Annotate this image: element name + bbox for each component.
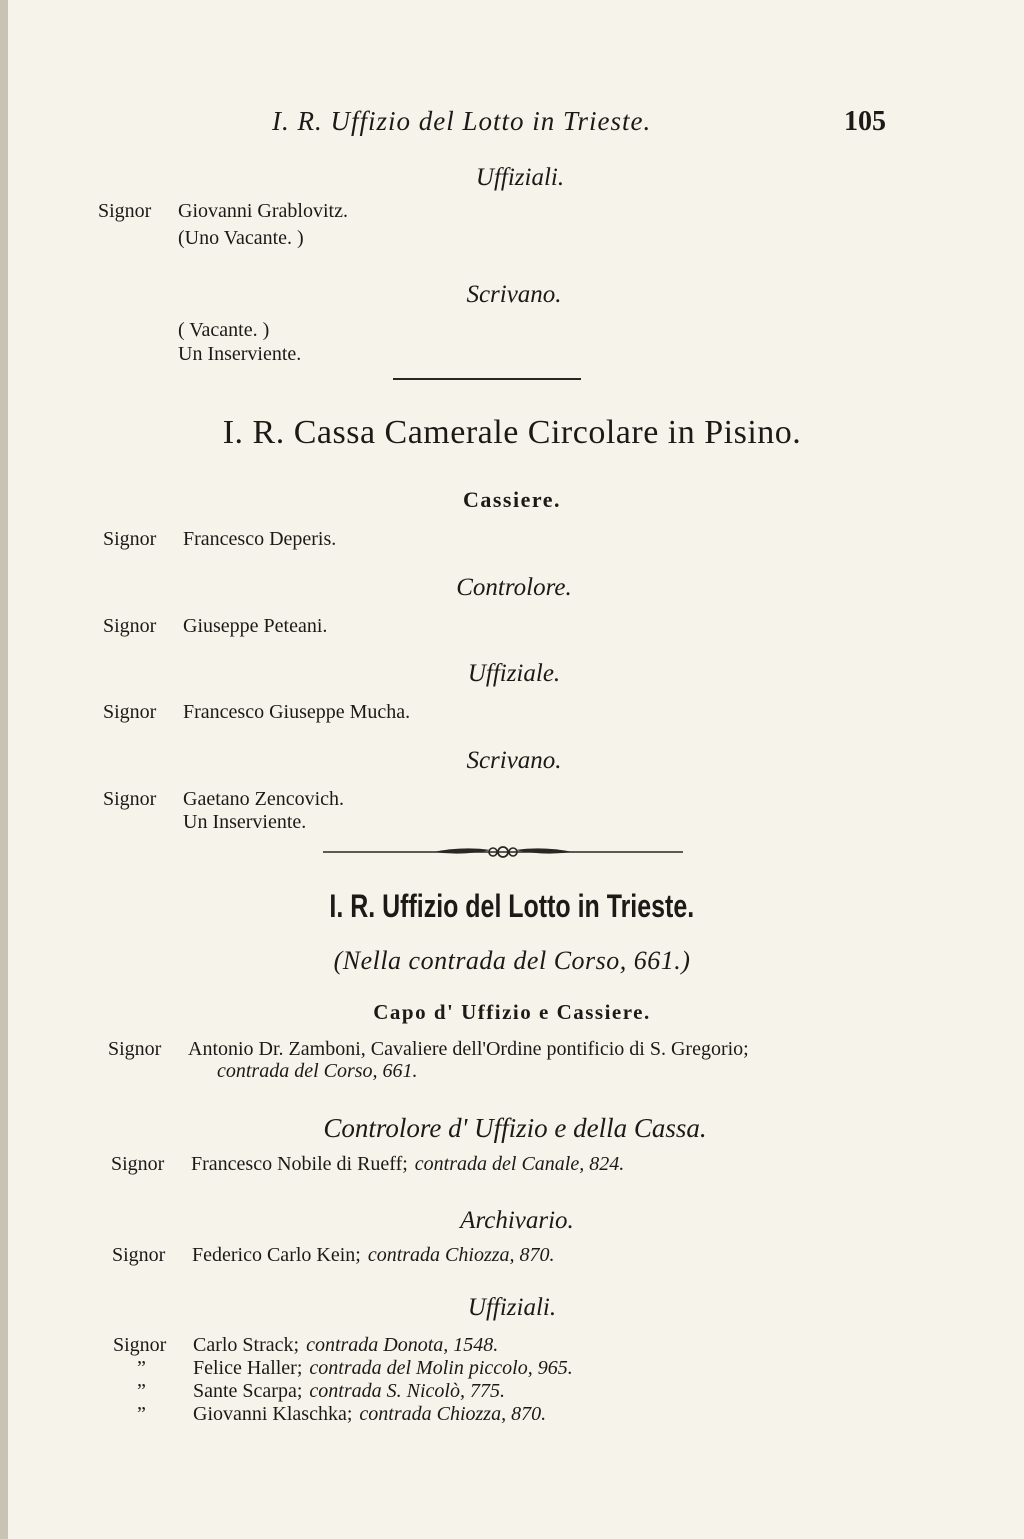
section3-controlore-heading: Controlore d' Uffizio e della Cassa. [323,1113,707,1143]
entry-text: ( Vacante. ) [178,319,270,341]
ditto-mark: ” [137,1380,146,1402]
section3-capo-row-2 [217,1060,418,1083]
entry-label: Signor [108,1038,162,1060]
section3-archivario-row [112,1244,555,1267]
entry-address: contrada Chiozza, 870. [359,1403,547,1425]
section2-inserviente-row [183,811,306,834]
section3-uffiziali-row-4 [113,1403,546,1426]
entry-label: Signor [111,1153,165,1175]
entry-address: contrada Donota, 1548. [306,1334,499,1356]
entry-label: Signor [103,788,157,810]
entry-label: Signor [112,1244,166,1266]
entry-address: contrada del Canale, 824. [414,1153,625,1175]
ditto-mark: ” [137,1403,146,1425]
section2-cassiere-row [103,528,336,551]
section1-scrivano-row-1 [178,319,269,342]
section3-title-text: I. R. Uffizio del Lotto in Trieste. [329,888,695,924]
section1-uffiziali-row-2 [178,227,304,250]
entry-text: Giuseppe Peteani. [183,615,328,637]
section3-subtitle: (Nella contrada del Corso, 661.) [333,946,691,975]
section-divider-rule [393,378,581,380]
entry-name: Carlo Strack; [193,1334,300,1356]
section2-controlore-row [103,615,327,638]
entry-address: contrada del Corso, 661. [217,1060,418,1082]
section3-uffiziali-row-1 [113,1334,498,1357]
ditto-mark: ” [137,1357,146,1379]
section3-uffiziali-heading: Uffiziali. [467,1294,557,1321]
section1-uffiziali-row-1 [98,200,348,223]
entry-address: contrada S. Nicolò, 775. [309,1380,505,1402]
entry-text: Francesco Giuseppe Mucha. [183,701,411,723]
section1-scrivano-row-2 [178,343,301,366]
ornament-divider [323,842,683,862]
section3-capo-heading: Capo d' Uffizio e Cassiere. [373,1000,651,1024]
section1-uffiziali-heading: Uffiziali. [475,164,565,191]
section2-cassiere-heading: Cassiere. [462,487,562,512]
running-title: I. R. Uffizio del Lotto in Trieste. [272,106,652,136]
entry-name: Felice Haller; [193,1357,303,1379]
section2-scrivano-row [103,788,344,811]
section3-capo-row-1 [108,1038,749,1061]
entry-label: Signor [103,528,157,550]
entry-label: Signor [113,1334,167,1356]
entry-label: Signor [103,701,157,723]
entry-name: Giovanni Klaschka; [193,1403,353,1425]
section3-title [0,888,1024,925]
section2-scrivano-heading: Scrivano. [466,747,562,774]
entry-text: Gaetano Zencovich. [183,788,345,810]
entry-text: (Uno Vacante. ) [178,227,304,249]
page-number: 105 [844,106,886,137]
entry-address: contrada del Molin piccolo, 965. [309,1357,573,1379]
section2-controlore-heading: Controlore. [456,574,572,601]
entry-name: Francesco Nobile di Rueff; [191,1153,408,1175]
entry-text: Antonio Dr. Zamboni, Cavaliere dell'Ordine pontificio di S. Gregorio; [188,1038,749,1060]
entry-name: Federico Carlo Kein; [192,1244,361,1266]
section3-archivario-heading: Archivario. [460,1207,574,1234]
entry-label: Signor [98,200,152,222]
section3-uffiziali-row-2 [113,1357,573,1380]
section2-title: I. R. Cassa Camerale Circolare in Pisino. [222,414,802,451]
section2-uffiziale-row [103,701,410,724]
entry-text: Un Inserviente. [183,811,307,833]
entry-text: Francesco Deperis. [183,528,337,550]
entry-name: Sante Scarpa; [193,1380,303,1402]
section3-controlore-row [111,1153,624,1176]
section3-uffiziali-row-3 [113,1380,505,1403]
section2-uffiziale-heading: Uffiziale. [467,660,561,687]
entry-text: Un Inserviente. [178,343,302,365]
section1-scrivano-heading: Scrivano. [466,281,562,308]
entry-address: contrada Chiozza, 870. [367,1244,555,1266]
entry-text: Giovanni Grablovitz. [178,200,348,222]
entry-label: Signor [103,615,157,637]
